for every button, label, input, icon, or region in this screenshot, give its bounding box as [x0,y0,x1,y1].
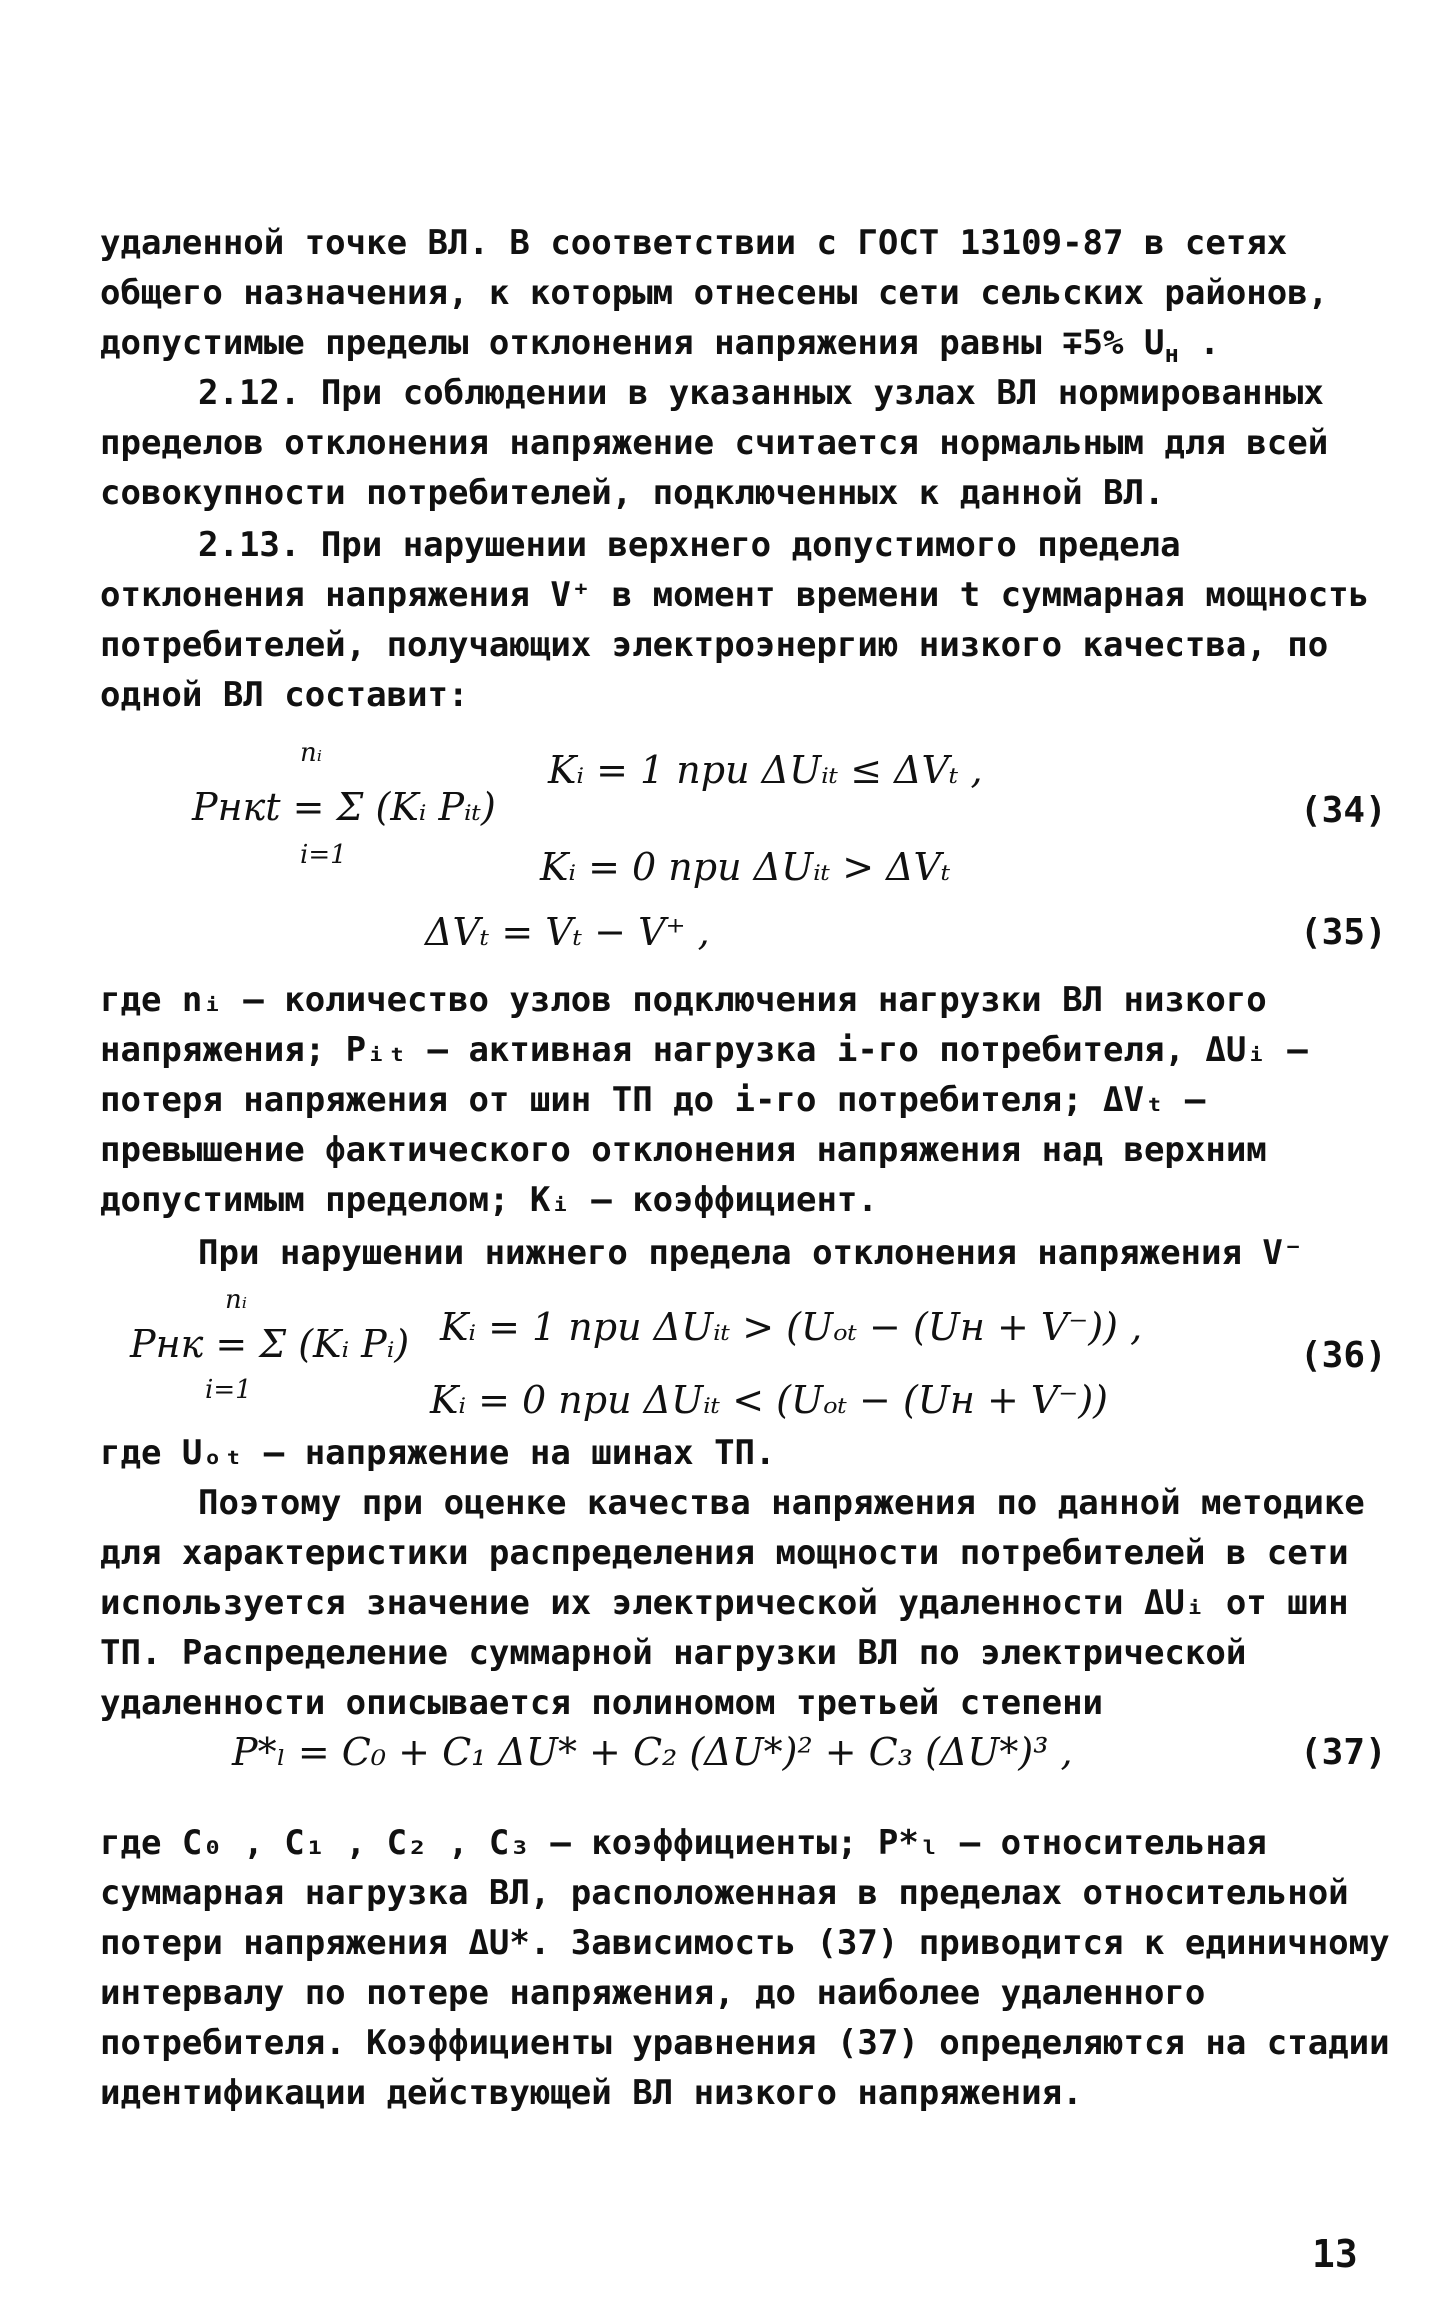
f36-case-1: Kᵢ = 1 при ΔUᵢₜ > (Uₒₜ − (Uн + V⁻)) , [440,1305,1143,1349]
f35: ΔVₜ = Vₜ − V⁺ , [425,910,710,954]
f36-case-2: Kᵢ = 0 при ΔUᵢₜ < (Uₒₜ − (Uн + V⁻)) [430,1378,1109,1422]
page-number: 13 [1312,2232,1358,2276]
paragraph-1 [100,218,1400,379]
paragraph-2: 2.12. При соблюдении в указанных узлах ВЛ нормированных пределов отклонения напряжение считается нормальным для всей совокупности потребителей, подключенных к данной ВЛ. [100,373,1329,513]
paragraph-6: где Uₒₜ – напряжение на шинах ТП. [100,1433,776,1473]
equation-number-36: (36) [1300,1335,1387,1376]
f34-case-1: Kᵢ = 1 при ΔUᵢₜ ≤ ΔVₜ , [548,748,983,792]
paragraph-5: При нарушении нижнего предела отклонения напряжения V⁻ [198,1233,1304,1273]
f34-sum-bottom: i=1 [300,840,347,870]
f34-sum-top: nᵢ [300,738,322,768]
f36-left: Pнк = Σ (Kᵢ Pᵢ) [130,1322,410,1366]
equation-number-35: (35) [1300,912,1387,953]
paragraph-1-sub: н [1164,339,1179,368]
equation-number-37: (37) [1300,1732,1387,1773]
f34-left: Pнкt = Σ (Kᵢ Pᵢₜ) [192,785,496,829]
paragraph-1-text: удаленной точке ВЛ. В соответствии с ГОСТ 13109-87 в сетях общего назначения, к которым отнесены сети сельских районов, допустимые пределы отклонения напряжения равны ∓5% U [100,223,1329,363]
equation-number-34: (34) [1300,790,1387,831]
f37: P*ₗ = C₀ + C₁ ΔU* + C₂ (ΔU*)² + C₃ (ΔU*)³ , [232,1730,1073,1774]
f36-sum-top: nᵢ [225,1285,247,1315]
paragraph-1-end: . [1178,323,1220,363]
f36-sum-bottom: i=1 [205,1375,252,1405]
paragraph-8: где C₀ , C₁ , C₂ , C₃ – коэффициенты; P*ₗ – относительная суммарная нагрузка ВЛ, расположенная в пределах относительной потери напряжения ΔU*. Зависимость (37) приводится к единичному интервалу по потере напряжения, до наиболее удаленного потребителя. Коэффициенты уравнения (37) определяются на стадии идентификации действующей ВЛ низкого напряжения. [100,1823,1390,2113]
f34-case-2: Kᵢ = 0 при ΔUᵢₜ > ΔVₜ [540,845,951,889]
paragraph-3: 2.13. При нарушении верхнего допустимого предела отклонения напряжения V⁺ в момент времени t суммарная мощность потребителей, получающих электроэнергию низкого качества, по одной ВЛ составит: [100,525,1370,715]
paragraph-7: Поэтому при оценке качества напряжения по данной методике для характеристики распределения мощности потребителей в сети используется значение их электрической удаленности ΔUᵢ от шин ТП. Распределение суммарной нагрузки ВЛ по электрической удаленности описывается полиномом третьей степени [100,1483,1365,1723]
paragraph-4: где nᵢ – количество узлов подключения нагрузки ВЛ низкого напряжения; Pᵢₜ – активная нагрузка i-го потребителя, ΔUᵢ – потеря напряжения от шин ТП до i-го потребителя; ΔVₜ – превышение фактического отклонения напряжения над верхним допустимым пределом; Kᵢ – коэффициент. [100,980,1308,1220]
